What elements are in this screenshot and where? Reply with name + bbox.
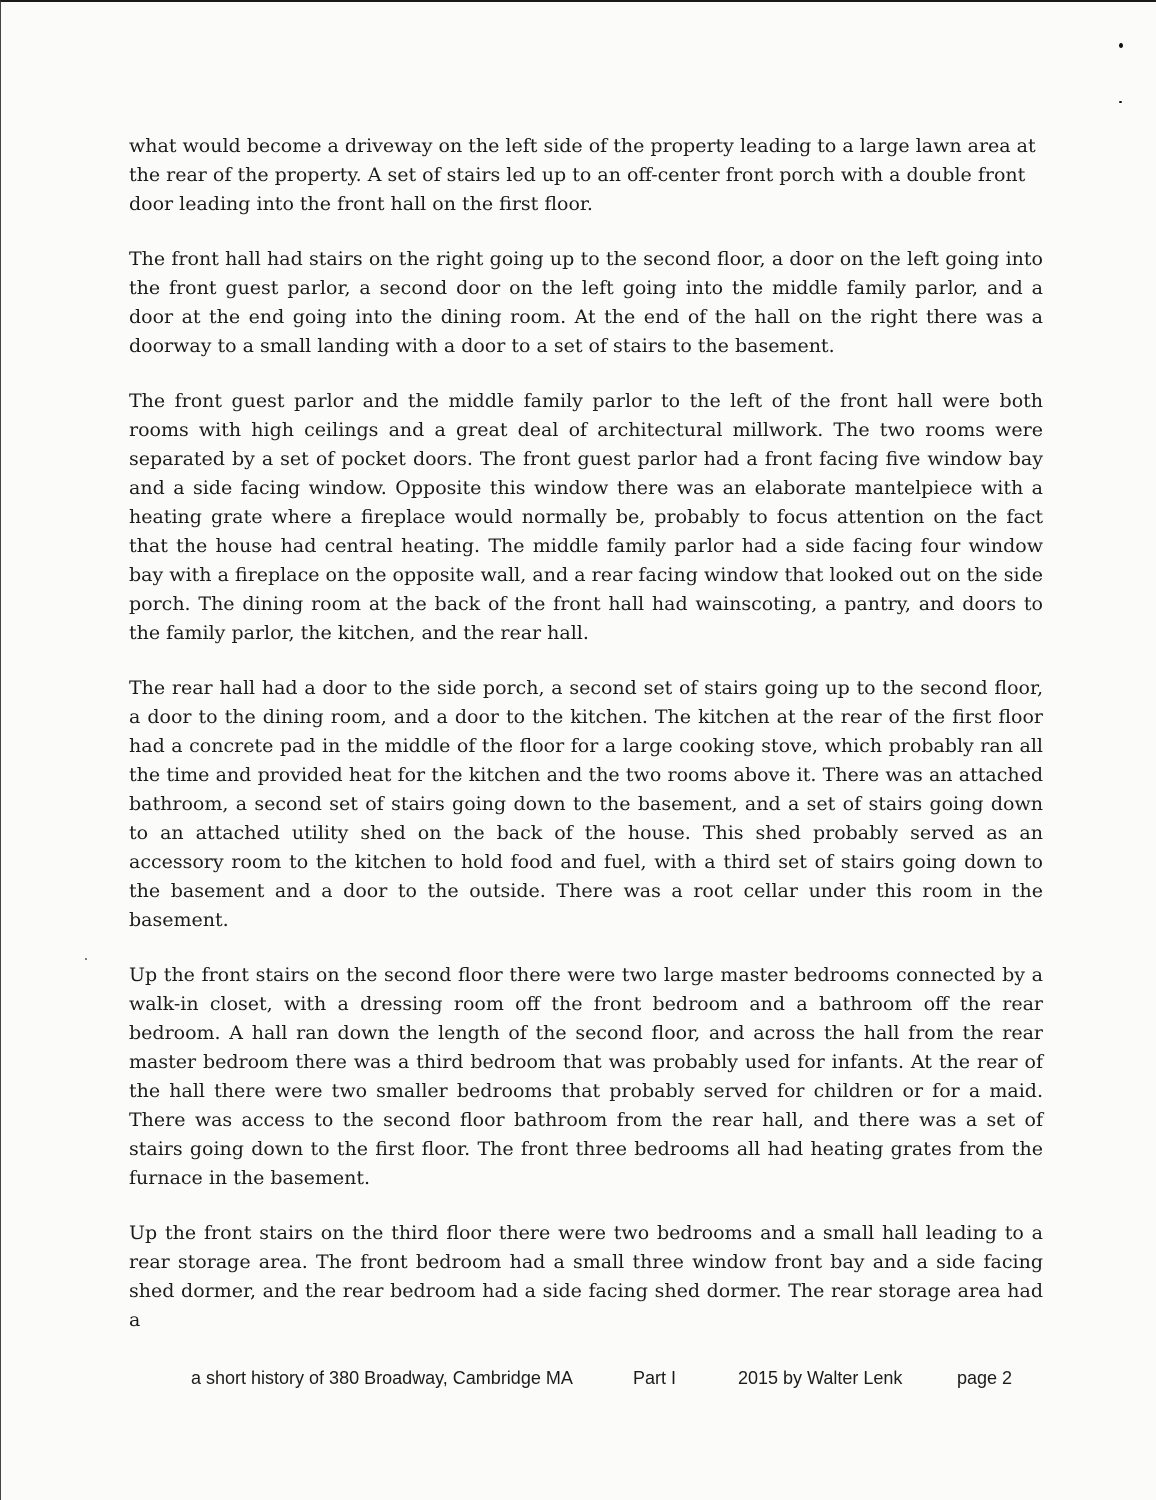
paragraph-driveway: what would become a driveway on the left side of the property leading to a large lawn area at the rear of the property. A set of stairs led up to an off-center front porch with a double front door leading into the front hall on the first floor.	[129, 135, 1036, 215]
footer-page-number: page 2	[957, 1368, 1013, 1388]
paragraph-second-floor: Up the front stairs on the second floor there were two large master bedrooms connected by a walk-in closet, with a dressing room off the front bedroom and a bathroom off the rear bedroom. A hall ran down the length of the second floor, and across the hall from the rear master bedroom there was a third bedroom that was probably used for infants. At the rear of the hall there were two smaller bedrooms that probably served for children or for a maid. There was access to the second floor bathroom from the rear hall, and there was a set of stairs going down to the first floor. The front three bedrooms all had heating grates from the furnace in the basement.	[129, 964, 1043, 1189]
scan-speck	[85, 958, 87, 960]
scan-speck	[1119, 101, 1122, 103]
footer-title: a short history of 380 Broadway, Cambridge MA	[191, 1368, 573, 1388]
footer-part: Part I	[633, 1368, 677, 1388]
paragraph-parlors: The front guest parlor and the middle family parlor to the left of the front hall were both rooms with high ceilings and a great deal of architectural millwork. The two rooms were separated by a set of pocket doors. The front guest parlor had a front facing five window bay and a side facing window. Opposite this window there was an elaborate mantelpiece with a heating grate where a fireplace would normally be, probably to focus attention on the fact that the house had central heating. The middle family parlor had a side facing four window bay with a fireplace on the opposite wall, and a rear facing window that looked out on the side porch. The dining room at the back of the front hall had wainscoting, a pantry, and doors to the family parlor, the kitchen, and the rear hall.	[129, 390, 1043, 644]
paragraph-rear-hall: The rear hall had a door to the side porch, a second set of stairs going up to the second floor, a door to the dining room, and a door to the kitchen. The kitchen at the rear of the first floor had a concrete pad in the middle of the floor for a large cooking stove, which probably ran all the time and provided heat for the kitchen and the two rooms above it. There was an attached bathroom, a second set of stairs going down to the basement, and a set of stairs going down to an attached utility shed on the back of the house. This shed probably served as an accessory room to the kitchen to hold food and fuel, with a third set of stairs going down to the basement and a door to the outside. There was a root cellar under this room in the basement.	[129, 677, 1043, 931]
body-text	[129, 132, 1043, 1361]
page-footer	[1, 1368, 1156, 1392]
paragraph-third-floor: Up the front stairs on the third floor there were two bedrooms and a small hall leading to a rear storage area. The front bedroom had a small three window front bay and a side facing shed dormer, and the rear bedroom had a side facing shed dormer. The rear storage area had a	[129, 1222, 1043, 1331]
scan-speck	[1119, 43, 1123, 48]
footer-copyright: 2015 by Walter Lenk	[738, 1368, 903, 1388]
paragraph-front-hall: The front hall had stairs on the right going up to the second floor, a door on the left going into the front guest parlor, a second door on the left going into the middle family parlor, and a door at the end going into the dining room. At the end of the hall on the right there was a doorway to a small landing with a door to a set of stairs to the basement.	[129, 248, 1043, 357]
